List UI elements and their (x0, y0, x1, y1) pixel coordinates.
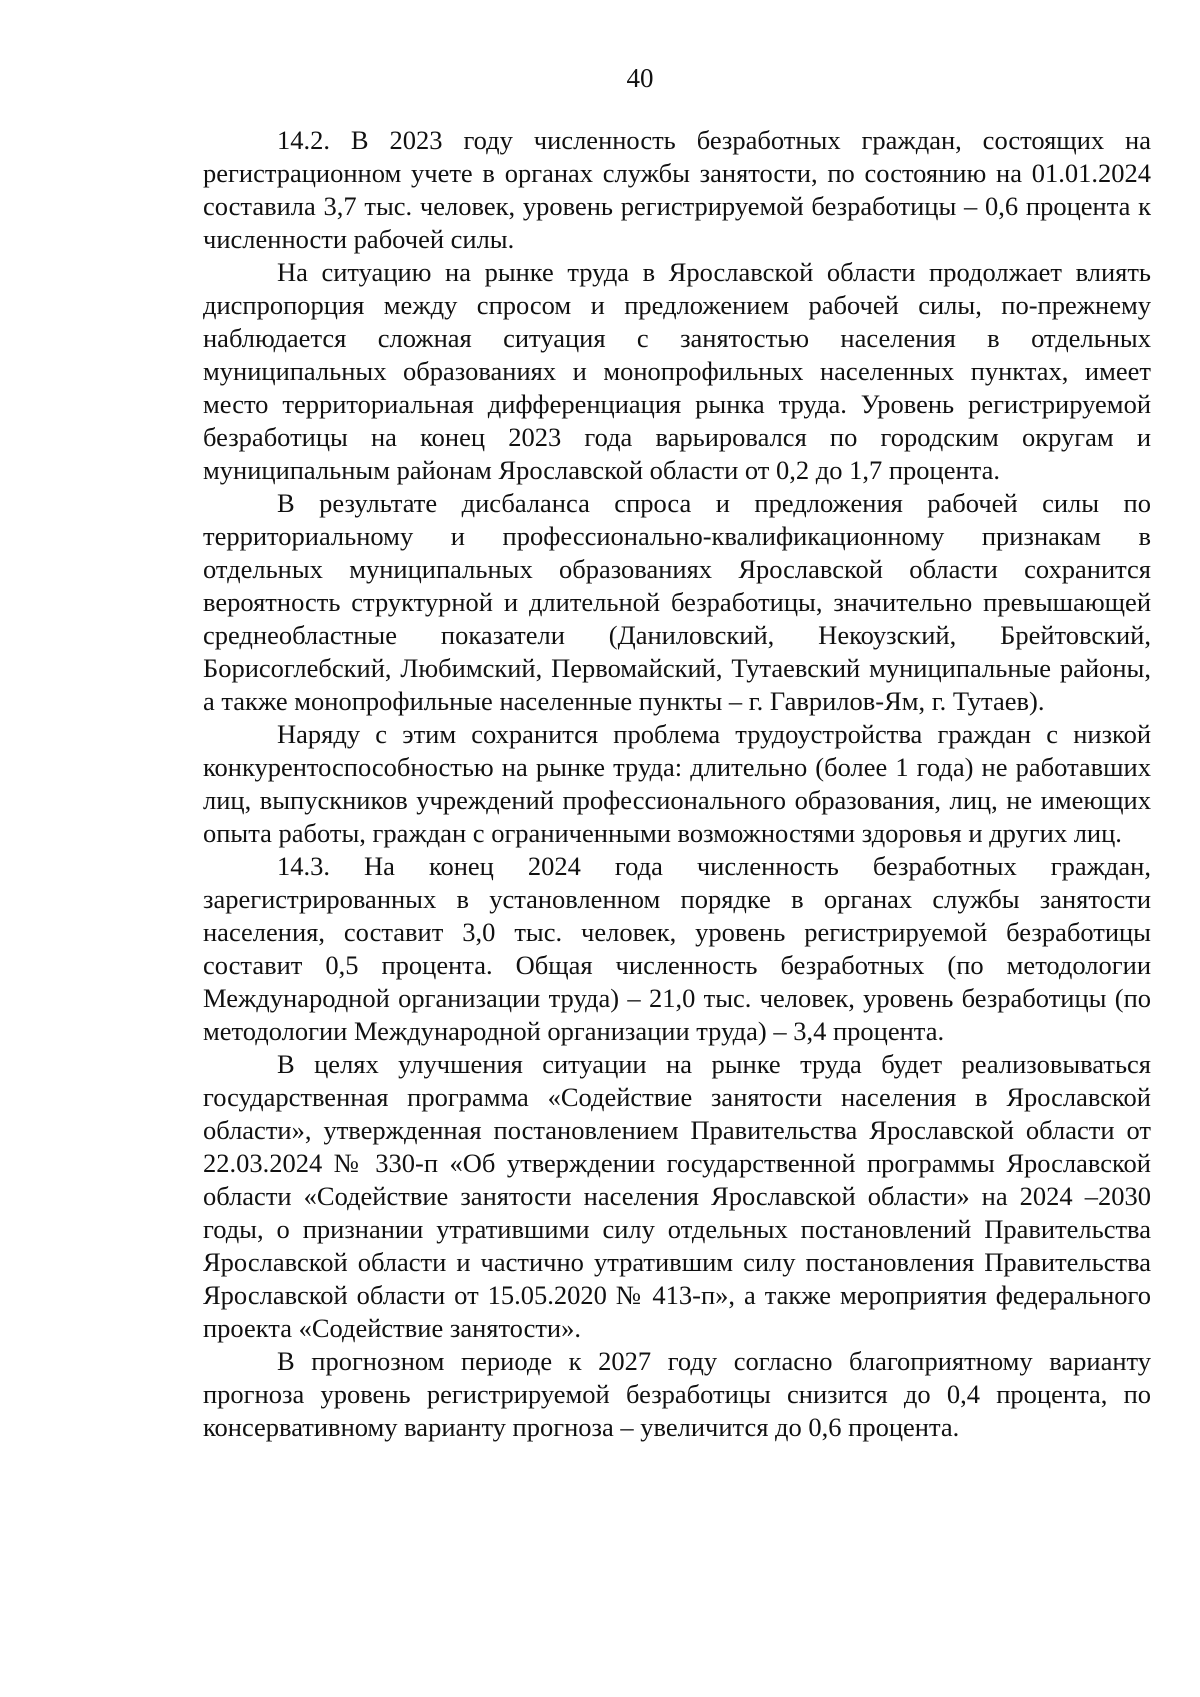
paragraph-14-2: 14.2. В 2023 году численность безработных граждан, состоящих на регистрационном учете в органах службы занятости, по состоянию на 01.01.2024 составила 3,7 тыс. человек, уровень регистрируемой безработицы – 0,6 процента к численности рабочей силы. (203, 125, 1151, 254)
paragraph-14-3: 14.3. На конец 2024 года численность безработных граждан, зарегистрированных в установленном порядке в органах службы занятости населения, составит 3,0 тыс. человек, уровень регистрируемой безработицы составит 0,5 процента. Общая численность безработных (по методологии Международной организации труда) – 21,0 тыс. человек, уровень безработицы (по методологии Международной организации труда) – 3,4 процента. (203, 851, 1151, 1046)
document-body (203, 124, 1151, 1444)
paragraph-disbalance: В результате дисбаланса спроса и предложения рабочей силы по территориальному и профессионально-квалификационному признакам в отдельных муниципальных образованиях Ярославской области сохранится вероятность структурной и длительной безработицы, значительно превышающей среднеобластные показатели (Даниловский, Некоузский, Брейтовский, Борисоглебский, Любимский, Первомайский, Тутаевский муниципальные районы, а также монопрофильные населенные пункты – г. Гаврилов-Ям, г. Тутаев). (203, 488, 1151, 716)
page-number: 40 (626, 63, 654, 93)
paragraph-labor-market-situation: На ситуацию на рынке труда в Ярославской области продолжает влиять диспропорция между спросом и предложением рабочей силы, по-прежнему наблюдается сложная ситуация с занятостью населения в отдельных муниципальных образованиях и монопрофильных населенных пунктах, имеет место территориальная дифференциация рынка труда. Уровень регистрируемой безработицы на конец 2023 года варьировался по городским округам и муниципальным районам Ярославской области от 0,2 до 1,7 процента. (203, 257, 1151, 485)
paragraph-forecast: В прогнозном периоде к 2027 году согласно благоприятному варианту прогноза уровень регистрируемой безработицы снизится до 0,4 процента, по консервативному варианту прогноза – увеличится до 0,6 процента. (203, 1346, 1151, 1442)
paragraph-state-program: В целях улучшения ситуации на рынке труда будет реализовываться государственная программа «Содействие занятости населения в Ярославской области», утвержденная постановлением Правительства Ярославской области от 22.03.2024 № 330-п «Об утверждении государственной программы Ярославской области «Содействие занятости населения Ярославской области» на 2024 –2030 годы, о признании утратившими силу отдельных постановлений Правительства Ярославской области и частично утратившим силу постановления Правительства Ярославской области от 15.05.2020 № 413-п», а также мероприятия федерального проекта «Содействие занятости». (203, 1049, 1151, 1343)
paragraph-employment-problem: Наряду с этим сохранится проблема трудоустройства граждан с низкой конкурентоспособностью на рынке труда: длительно (более 1 года) не работавших лиц, выпускников учреждений профессионального образования, лиц, не имеющих опыта работы, граждан с ограниченными возможностями здоровья и других лиц. (203, 719, 1151, 848)
